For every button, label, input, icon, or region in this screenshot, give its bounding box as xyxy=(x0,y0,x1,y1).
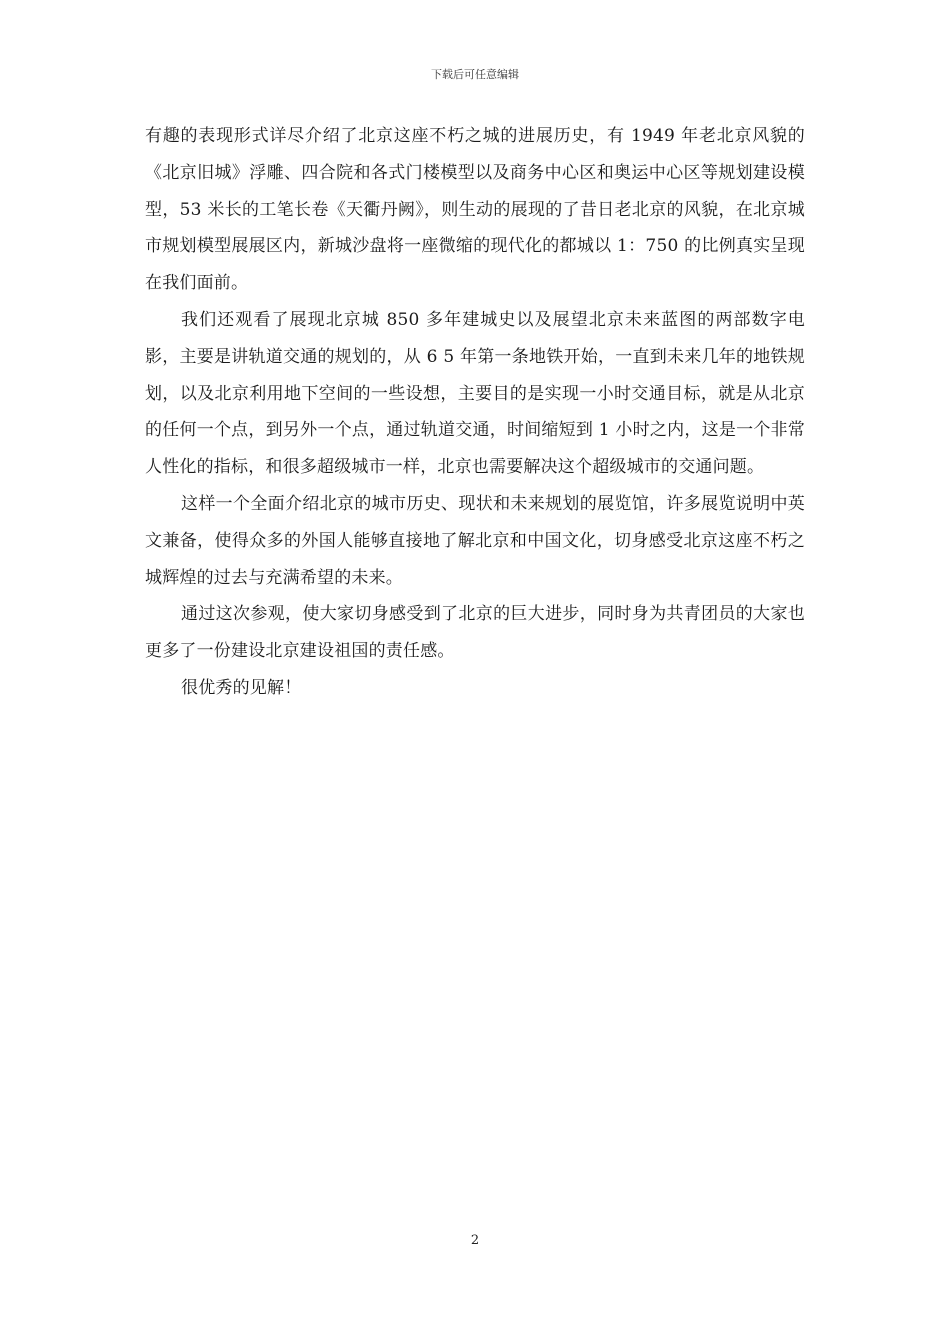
page-number: 2 xyxy=(470,1233,480,1248)
paragraph: 这样一个全面介绍北京的城市历史、现状和未来规划的展览馆，许多展览说明中英文兼备，使得众多的外国人能够直接地了解北京和中国文化，切身感受北京这座不朽之城辉煌的过去与充满希望的未来。 xyxy=(145,493,805,588)
paragraph: 我们还观看了展现北京城 850 多年建城史以及展望北京未来蓝图的两部数字电影，主要是讲轨道交通的规划的，从 6 5 年第一条地铁开始，一直到未来几年的地铁规划，以及北京利用地下空间的一些设想，主要目的是实现一小时交通目标，就是从北京的任何一个点，到另外一个点，通过轨道交通，时间缩短到 1 小时之内，这是一个非常人性化的指标，和很多超级城市一样，北京也需要解决这个超级城市的交通问题。 xyxy=(145,309,805,478)
paragraph-closing-remark: 很优秀的见解！ xyxy=(181,677,302,698)
document-body xyxy=(145,118,805,707)
page-header: 下载后可任意编辑 xyxy=(431,68,519,81)
paragraph: 通过这次参观，使大家切身感受到了北京的巨大进步，同时身为共青团员的大家也更多了一份建设北京建设祖国的责任感。 xyxy=(145,604,805,662)
paragraph-continuation: 有趣的表现形式详尽介绍了北京这座不朽之城的进展历史，有 1949 年老北京风貌的《北京旧城》浮雕、四合院和各式门楼模型以及商务中心区和奥运中心区等规划建设模型，53 米长的工笔长卷《天衢丹阙》，则生动的展现的了昔日老北京的风貌，在北京城市规划模型展展区内，新城沙盘将一座微缩的现代化的都城以 1：750 的比例真实呈现在我们面前。 xyxy=(145,126,805,294)
